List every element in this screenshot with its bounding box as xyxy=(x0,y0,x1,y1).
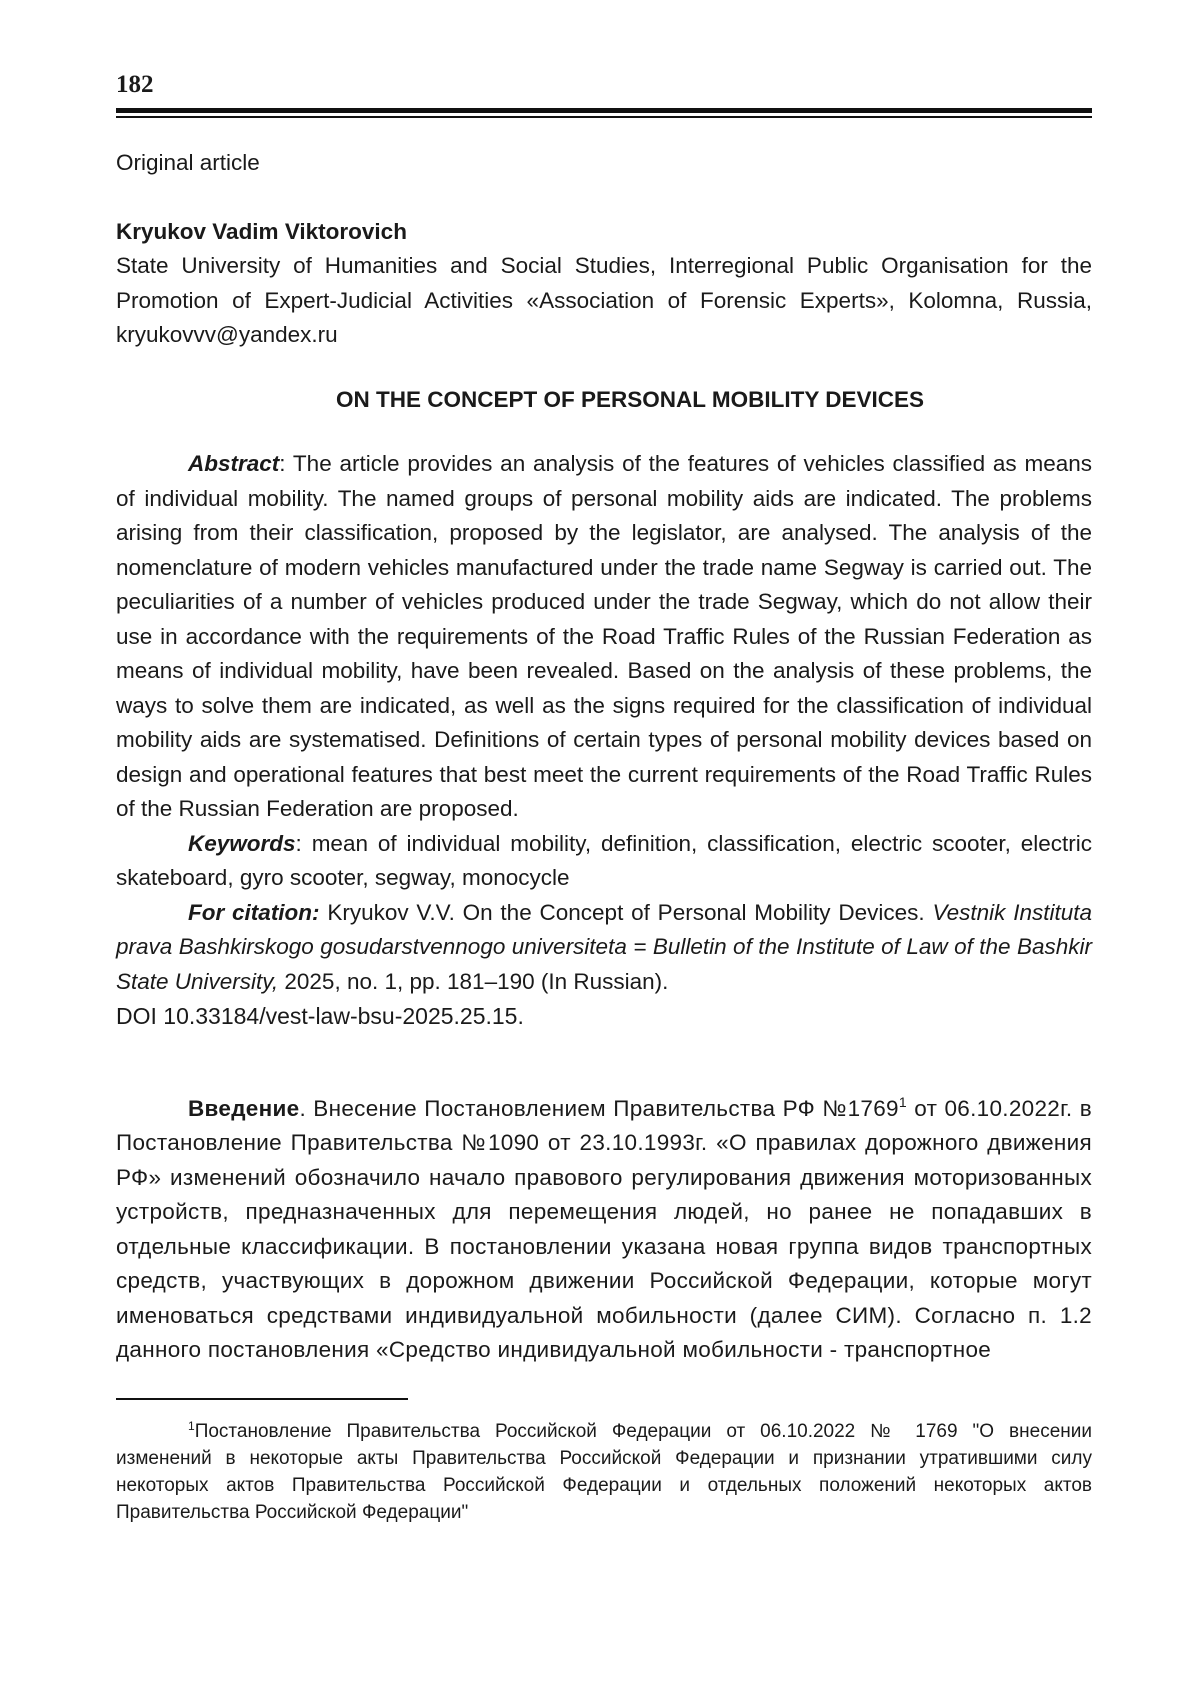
footnote-separator xyxy=(116,1398,408,1400)
article-type-label: Original article xyxy=(116,150,260,175)
article-title: ON THE CONCEPT OF PERSONAL MOBILITY DEVICES xyxy=(336,386,924,412)
citation-pages: 2025, no. 1, pp. 181–190 (In Russian). xyxy=(278,968,669,994)
citation-paragraph xyxy=(116,896,1092,1000)
introduction-text-rest: от 06.10.2022г. в Постановление Правительства №1090 от 23.10.1993г. «О правилах дорожного движения РФ» изменений обозначило начало правового регулирования движения моторизованных устройств, предназначенных для перемещения людей, но ранее не попадавших в отдельные классификации. В постановлении указана новая группа видов транспортных средств, участвующих в дорожном движении Российской Федерации, которые могут именоваться средствами индивидуальной мобильности (далее СИМ). Согласно п. 1.2 данного постановления «Средство индивидуальной мобильности - транспортное xyxy=(116,1095,1092,1362)
abstract-paragraph xyxy=(116,447,1092,827)
author-block xyxy=(116,215,1092,353)
keywords-paragraph xyxy=(116,827,1092,896)
page-number: 182 xyxy=(116,71,154,98)
citation-journal: Vestnik Instituta prava Bashkirskogo gosudarstvennogo universiteta = Bulletin of the Institute of Law of the Bashkir State University, xyxy=(116,899,1092,994)
header-rule-thin xyxy=(116,116,1092,118)
introduction-text-start: . Внесение Постановлением Правительства РФ №1769 xyxy=(299,1095,899,1121)
footnote-reference[interactable]: 1 xyxy=(898,1093,907,1110)
author-name: Kryukov Vadim Viktorovich xyxy=(116,218,407,244)
abstract-label: Abstract xyxy=(188,451,280,476)
introduction-paragraph xyxy=(116,1092,1092,1368)
abstract-text: : The article provides an analysis of the features of vehicles classified as means of individual mobility. The named groups of personal mobility aids are indicated. The problems arising from their classification, proposed by the legislator, are analysed. The analysis of the nomenclature of modern vehicles manufactured under the trade name Segway is carried out. The peculiarities of a number of vehicles produced under the trade Segway, which do not allow their use in accordance with the requirements of the Road Traffic Rules of the Russian Federation as means of individual mobility, have been revealed. Based on the analysis of these problems, the ways to solve them are indicated, as well as the signs required for the classification of individual mobility aids are systematised. Definitions of certain types of personal mobility devices based on design and operational features that best meet the current requirements of the Road Traffic Rules of the Russian Federation are proposed. xyxy=(116,451,1092,821)
footnote-mark: 1 xyxy=(188,1418,195,1433)
citation-doi: DOI 10.33184/vest-law-bsu-2025.25.15. xyxy=(116,1003,524,1029)
introduction-label: Введение xyxy=(188,1095,300,1121)
author-affiliation: State University of Humanities and Social Studies, Interregional Public Organisation for the Promotion of Expert-Judicial Activities «Association of Forensic Experts», Kolomna, Russia, kryukovvv@yandex.ru xyxy=(116,253,1092,347)
footnote xyxy=(116,1418,1092,1526)
header-rule-thick xyxy=(116,108,1092,113)
keywords-text: : mean of individual mobility, definition, classification, electric scooter, electric skateboard, gyro scooter, segway, monocycle xyxy=(116,830,1092,890)
journal-page xyxy=(116,68,1092,1526)
citation-label: For citation: xyxy=(188,899,320,925)
citation-text: Kryukov V.V. On the Concept of Personal Mobility Devices. xyxy=(319,899,933,925)
footnote-text: Постановление Правительства Российской Федерации от 06.10.2022 № 1769 "О внесении изменений в некоторые акты Правительства Российской Федерации и признании утратившими силу некоторых актов Правительства Российской Федерации и отдельных положений некоторых актов Правительства Российской Федерации" xyxy=(116,1420,1092,1523)
keywords-label: Keywords xyxy=(188,830,296,856)
